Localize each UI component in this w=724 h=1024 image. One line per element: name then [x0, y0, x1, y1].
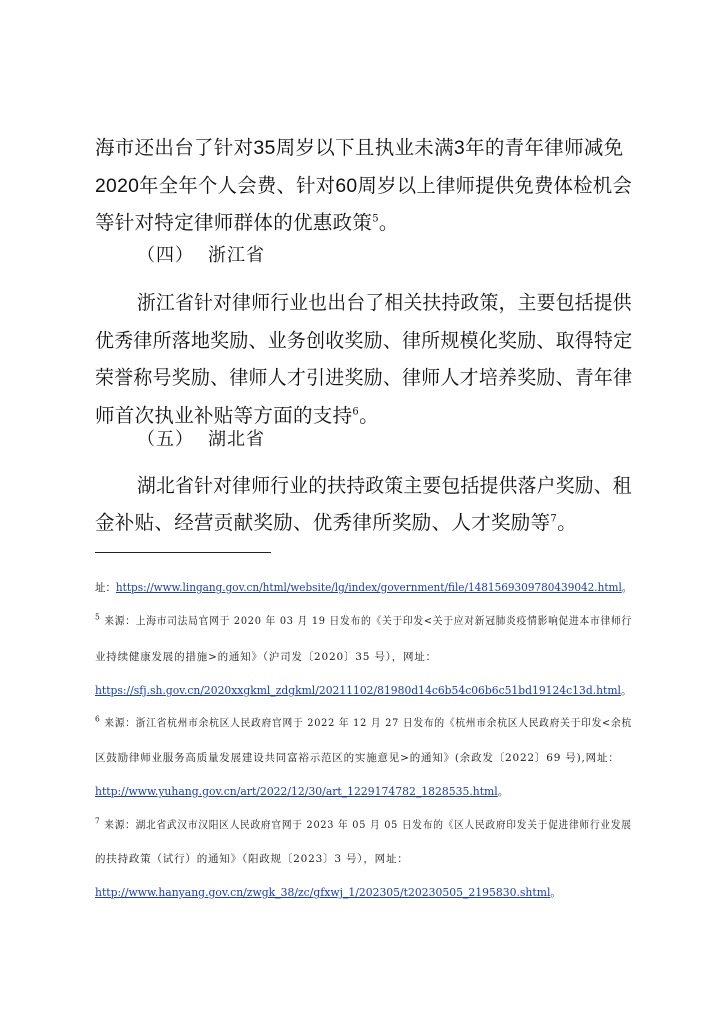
text-segment: 金补贴、经营贡献奖励、优秀律所奖励、人才奖励等 — [95, 511, 551, 534]
footnote-7-url-line — [95, 886, 561, 900]
number: 2020 — [95, 175, 140, 197]
text-segment: 等针对特定律师群体的优惠政策 — [95, 211, 373, 234]
footnote-ref-7[interactable]: 7 — [550, 513, 558, 525]
footnote-7-line-1 — [95, 818, 632, 832]
footnote-6-url-line — [95, 785, 509, 799]
section-heading-zhejiang — [137, 245, 265, 267]
footnote-6-line-1 — [95, 716, 632, 730]
paragraph-1-line-2 — [95, 174, 632, 198]
footnote-link[interactable]: http://www.yuhang.gov.cn/art/2022/12/30/art_1229174782_1828535.html — [95, 785, 498, 798]
paragraph-2-line-3: 荣誉称号奖励、律师人才引进奖励、律师人才培养奖励、青年律 — [95, 366, 633, 389]
footnote-number: 6 — [95, 714, 101, 724]
footnote-ref-5[interactable]: 5 — [372, 213, 379, 225]
paragraph-1-line-1 — [95, 136, 623, 160]
paragraph-3-line-2 — [95, 511, 577, 535]
paragraph-2-line-2: 优秀律所落地奖励、业务创收奖励、律所规模化奖励、取得特定 — [95, 329, 633, 352]
footnote-link[interactable]: https://sfj.sh.gov.cn/2020xxgkml_zdgkml/20211102/81980d14c6b54c06b6c51bd19124c13d.html — [95, 684, 621, 697]
text-segment: 周岁以下且执业未满 — [275, 136, 454, 159]
footnote-number: 5 — [95, 612, 101, 622]
section-heading-hubei — [137, 429, 265, 451]
text-segment: 。 — [621, 581, 633, 594]
heading-number: （四） — [137, 245, 194, 266]
text-segment: 。 — [497, 785, 509, 798]
paragraph-2-line-4 — [95, 404, 379, 428]
footnote-link[interactable]: http://www.hanyang.gov.cn/zwgk_38/zc/gfxwj_1/202305/t20230505_2195830.shtml — [95, 886, 551, 899]
text-segment: 来源：浙江省杭州市余杭区人民政府官网于 2022 年 12 月 27 日发布的《杭州市余杭区人民政府关于印发<余杭 — [100, 717, 632, 729]
text-segment: 。 — [359, 404, 379, 427]
text-segment: 海市还出台了针对 — [95, 136, 254, 159]
number: 60 — [335, 175, 358, 197]
number: 3 — [453, 137, 466, 159]
heading-title: 湖北省 — [208, 429, 265, 450]
text-segment: 。 — [378, 211, 399, 234]
paragraph-3-line-1: 湖北省针对律师行业的扶持政策主要包括提供落户奖励、租 — [137, 474, 632, 497]
heading-title: 浙江省 — [208, 245, 265, 266]
text-segment: 年的青年律师减免 — [465, 136, 624, 159]
number: 35 — [253, 137, 276, 159]
text-segment: 址： — [95, 581, 116, 594]
heading-number: （五） — [137, 429, 194, 450]
text-segment: 师首次执业补贴等方面的支持 — [95, 404, 353, 427]
text-segment: 来源：湖北省武汉市汉阳区人民政府官网于 2023 年 05 月 05 日发布的《区人民政府印发关于促进律师行业发展 — [100, 819, 632, 831]
footnote-5-line-1 — [95, 614, 632, 628]
text-segment: 来源：上海市司法局官网于 2020 年 03 月 19 日发布的《关于印发<关于应对新冠肺炎疫情影响促进本市律师行 — [100, 615, 632, 627]
text-segment: 。 — [620, 684, 632, 697]
footnote-5-line-2: 业持续健康发展的措施>的通知》（沪司发〔2020〕35 号），网址： — [95, 651, 437, 663]
footnote-number: 7 — [95, 816, 101, 826]
paragraph-2-line-1: 浙江省针对律师行业也出台了相关扶持政策，主要包括提供 — [137, 291, 632, 314]
footnote-ref-6[interactable]: 6 — [352, 406, 360, 418]
paragraph-1-line-3 — [95, 211, 399, 235]
text-segment: 。 — [550, 886, 562, 899]
footnote-separator — [95, 552, 271, 553]
footnote-link[interactable]: https://www.lingang.gov.cn/html/website/lg/index/government/file/1481569309780439042.html — [115, 581, 622, 594]
text-segment: 年全年个人会费、针对 — [139, 174, 336, 197]
footnote-7-line-2: 的扶持政策（试行）的通知》（阳政规〔2023〕3 号），网址： — [95, 853, 409, 865]
footnote-continuation — [95, 581, 632, 595]
text-segment: 周岁以上律师提供免费体检机会 — [357, 174, 633, 197]
text-segment: 。 — [557, 511, 577, 534]
footnote-5-url-line — [95, 684, 632, 698]
footnote-6-line-2: 区鼓励律师业服务高质量发展建设共同富裕示范区的实施意见>的通知》(余政发〔2022〕69 号),网址： — [95, 752, 620, 764]
